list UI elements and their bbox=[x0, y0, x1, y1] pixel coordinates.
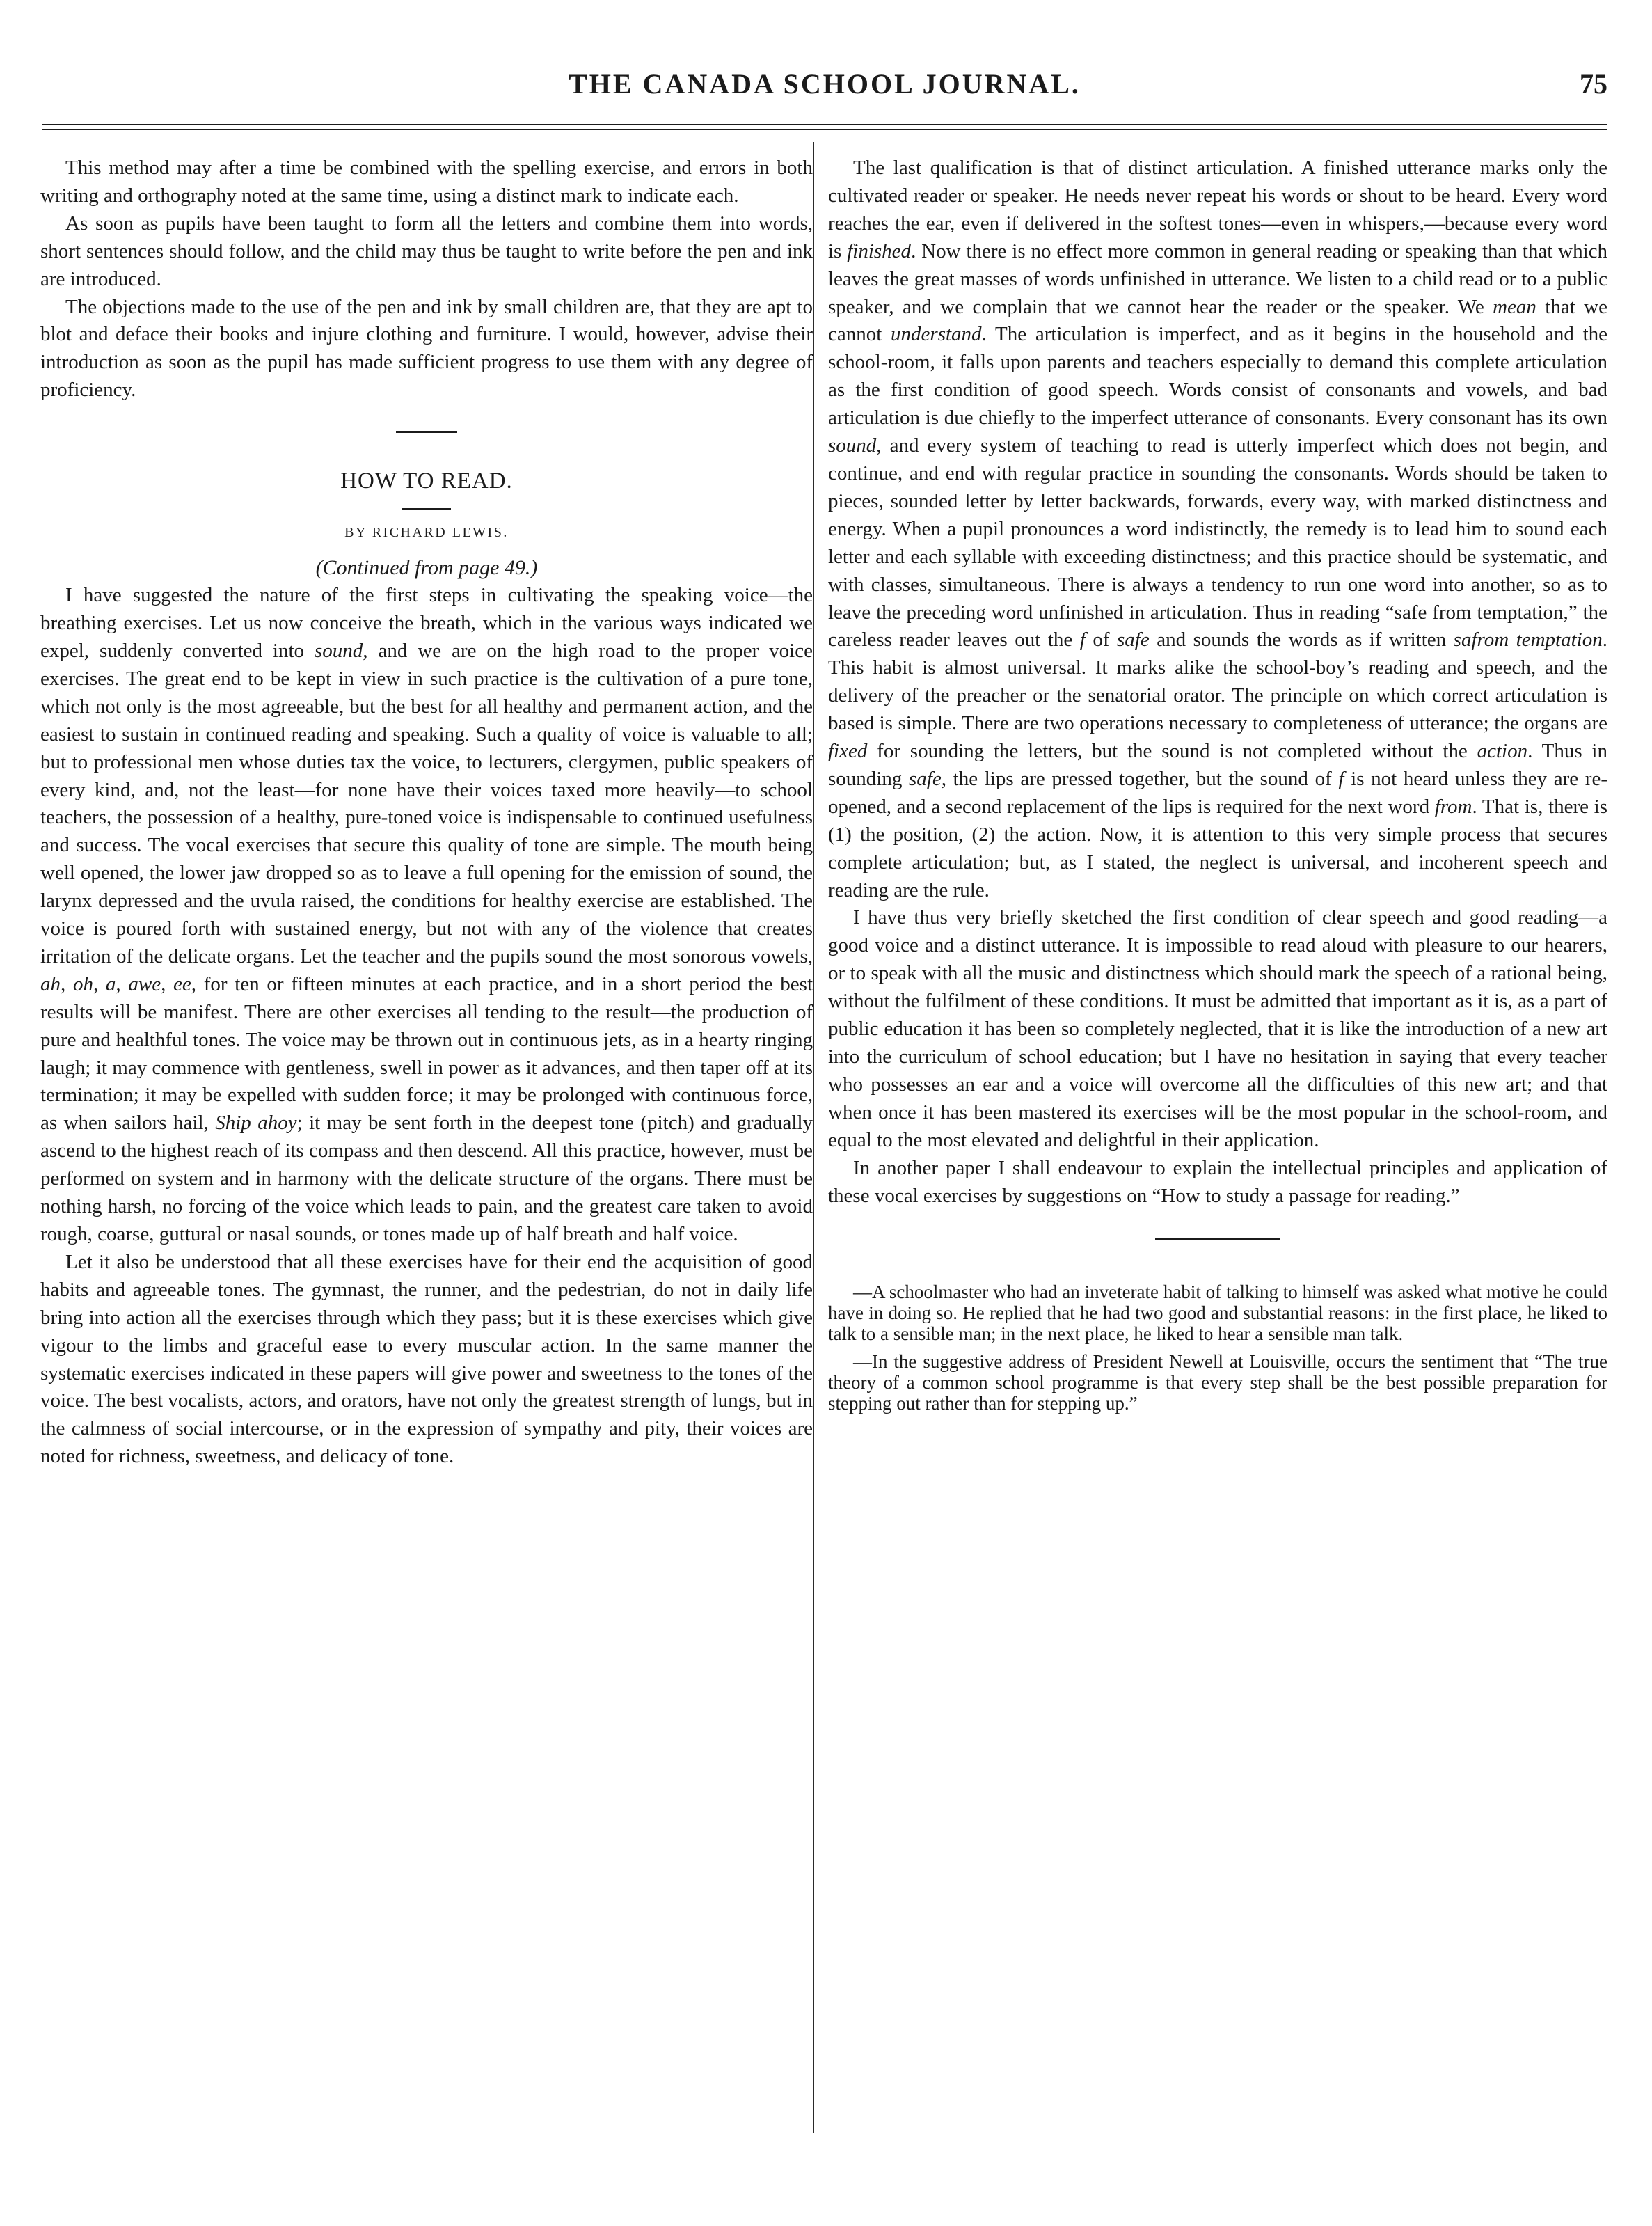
intro-paragraph-1: This method may after a time be combined with the spelling exercise, and errors in both writing and orthography noted at the same time, using a distinct mark to indicate each. bbox=[40, 157, 813, 207]
page-number: 75 bbox=[1580, 68, 1607, 100]
articulation-paragraph: The last qualification is that of distinct articulation. A finished utterance marks only the cultivated reader or speaker. He needs never repeat his words or shout to be heard. Every word reaches the ear, even if delivered in the softest tones—even in whispers,—because every word is finished. Now there is no effect more common in general reading or speaking than that which leaves the great masses of words unfinished in utterance. We listen to a child read or to a public speaker, and we complain that we cannot hear the reader or the speaker. We mean that we cannot understand. The articulation is imperfect, and as it begins in the household and the school-room, it falls upon parents and teachers especially to demand this complete articulation as the first condition of good speech. Words consist of consonants and vowels, and bad articulation is due chiefly to the imperfect utterance of consonants. Every consonant has its own sound, and every system of teaching to read is utterly imperfect which does not begin, and continue, and end with regular practice in sounding the consonants. Words should be taken to pieces, sounded letter by letter backwards, forwards, every way, with marked distinctness and energy. When a pupil pronounces a word indistinctly, the remedy is to lead him to sound each letter and each syllable with exceeding distinctness; and this practice should be systematic, and with classes, simultaneous. There is always a tendency to run one word into another, so as to leave the preceding word unfinished in articulation. Thus in reading “safe from temptation,” the careless reader leaves out the f of safe and sounds the words as if written safrom temptation. This habit is almost universal. It marks alike the school-boy’s reading and speech, and the delivery of the preacher or the senatorial orator. The principle on which correct articulation is based is simple. There are two operations necessary to completeness of utterance; the organs are fixed for sounding the letters, but the sound is not completed without the action. Thus in sounding safe, the lips are pressed together, but the sound of f is not heard unless they are re-opened, and a second replacement of the lips is required for the next word from. That is, there is (1) the position, (2) the action. Now, it is attention to this very simple process that secures complete articulation; but, as I stated, the neglect is universal, and incoherent speech and reading are the rule. bbox=[828, 157, 1607, 901]
closing-paragraph: In another paper I shall endeavour to explain the intellectual principles and application of these vocal exercises by suggestions on “How to study a passage for reading.” bbox=[828, 1156, 1607, 1207]
journal-title: THE CANADA SCHOOL JOURNAL. bbox=[569, 68, 1081, 100]
section-separator bbox=[396, 431, 457, 433]
note-schoolmaster: —A schoolmaster who had an inveterate habit of talking to himself was asked what motive he could have in doing so. He replied that he had two good and substantial reasons: in the first place, he liked to talk to a sensible man; in the next place, he liked to hear a sensible man talk. bbox=[828, 1281, 1607, 1345]
article-paragraph-2: Let it also be understood that all these exercises have for their end the acquisition of good habits and agreeable tones. The gymnast, the runner, and the pedestrian, do not in daily life bring into action all the exercises through which they pass; but it is these exercises which give vigour to the limbs and graceful ease to every muscular action. In the same manner the systematic exercises indicated in these papers will give power and sweetness to the tones of the voice. The best vocalists, actors, and orators, have not only the greatest strength of lungs, but in the calmness of social intercourse, or in the expression of sympathy and pity, their voices are noted for richness, sweetness, and delicacy of tone. bbox=[40, 1250, 813, 1468]
article-byline: BY RICHARD LEWIS. bbox=[344, 525, 509, 541]
running-head bbox=[42, 67, 1607, 107]
notes-section bbox=[828, 1281, 1607, 1414]
article-title: HOW TO READ. bbox=[340, 468, 513, 494]
title-rule bbox=[402, 508, 451, 510]
right-column bbox=[828, 155, 1607, 2201]
header-rule-bottom bbox=[42, 129, 1607, 130]
summary-paragraph: I have thus very briefly sketched the first condition of clear speech and good reading—a good voice and a distinct utterance. It is impossible to read aloud with pleasure to our hearers, or to speak with all the music and distinctness which should mark the speech of a rational being, without the fulfilment of these conditions. It must be admitted that important as it is, as a part of public education it has been so completely neglected, that it is like the introduction of a new art into the curriculum of school education; but I have no hesitation in saying that every teacher who possesses an ear and a voice will overcome all the difficulties of this new art; and that when once it has been mastered its exercises will be the most popular in the school-room, and equal to the most elevated and delightful in their application. bbox=[828, 906, 1607, 1151]
left-column bbox=[40, 155, 813, 2201]
intro-paragraph-2: As soon as pupils have been taught to form all the letters and combine them into words, short sentences should follow, and the child may thus be taught to write before the pen and ink are introduced. bbox=[40, 212, 813, 290]
intro-paragraph-3: The objections made to the use of the pen and ink by small children are, that they are apt to blot and deface their books and injure clothing and furniture. I would, however, advise their introduction as soon as the pupil has made sufficient progress to use them with any degree of proficiency. bbox=[40, 295, 813, 402]
column-divider bbox=[813, 142, 814, 2133]
article-paragraph-1: I have suggested the nature of the first steps in cultivating the speaking voice—the breathing exercises. Let us now conceive the breath, which in the various ways indicated we expel, suddenly converted into sound, and we are on the high road to the proper voice exercises. The great end to be kept in view in such practice is the cultivation of a pure tone, which not only is the most agreeable, but the best for all healthy and permanent action, and the easiest to sustain in continued reading and speaking. Such a quality of voice is valuable to all; but to professional men whose duties tax the voice, to lecturers, clergymen, public speakers of every kind, and, not the least—for none have their voices taxed more heavily—to school teachers, the possession of a healthy, pure-toned voice is indispensable to continued usefulness and success. The vocal exercises that secure this quality of tone are simple. The mouth being well opened, the lower jaw dropped so as to leave a full opening for the emission of sound, the larynx depressed and the uvula raised, the conditions for healthy exercise are established. The voice is poured forth with sustained energy, but not with any of the violence that creates irritation of the delicate organs. Let the teacher and the pupils sound the most sonorous vowels, ah, oh, a, awe, ee, for ten or fifteen minutes at each practice, and in a short period the best results will be manifest. There are other exercises all tending to the result—the production of pure and healthful tones. The voice may be thrown out in continuous jets, as in a hearty ringing laugh; it may commence with gentleness, swell in power as it advances, and then taper off at its termination; it may be expelled with sudden force; it may be prolonged with continuous force, as when sailors hail, Ship ahoy; it may be sent forth in the deepest tone (pitch) and gradually ascend to the highest reach of its compass and then descend. All this practice, however, must be performed on system and in harmony with the delicate structure of the organs. There must be nothing harsh, no forcing of the voice which leads to pain, and the greatest care taken to avoid rough, coarse, guttural or nasal sounds, or tones made up of half breath and half voice. bbox=[40, 584, 813, 1245]
note-newell: —In the suggestive address of President Newell at Louisville, occurs the sentiment that “The true theory of a common school programme is that every step shall be the best possible preparation for stepping out rather than for stepping up.” bbox=[828, 1351, 1607, 1414]
continued-note: (Continued from page 49.) bbox=[315, 556, 538, 580]
notes-separator bbox=[1155, 1238, 1280, 1240]
header-rule-top bbox=[42, 124, 1607, 125]
